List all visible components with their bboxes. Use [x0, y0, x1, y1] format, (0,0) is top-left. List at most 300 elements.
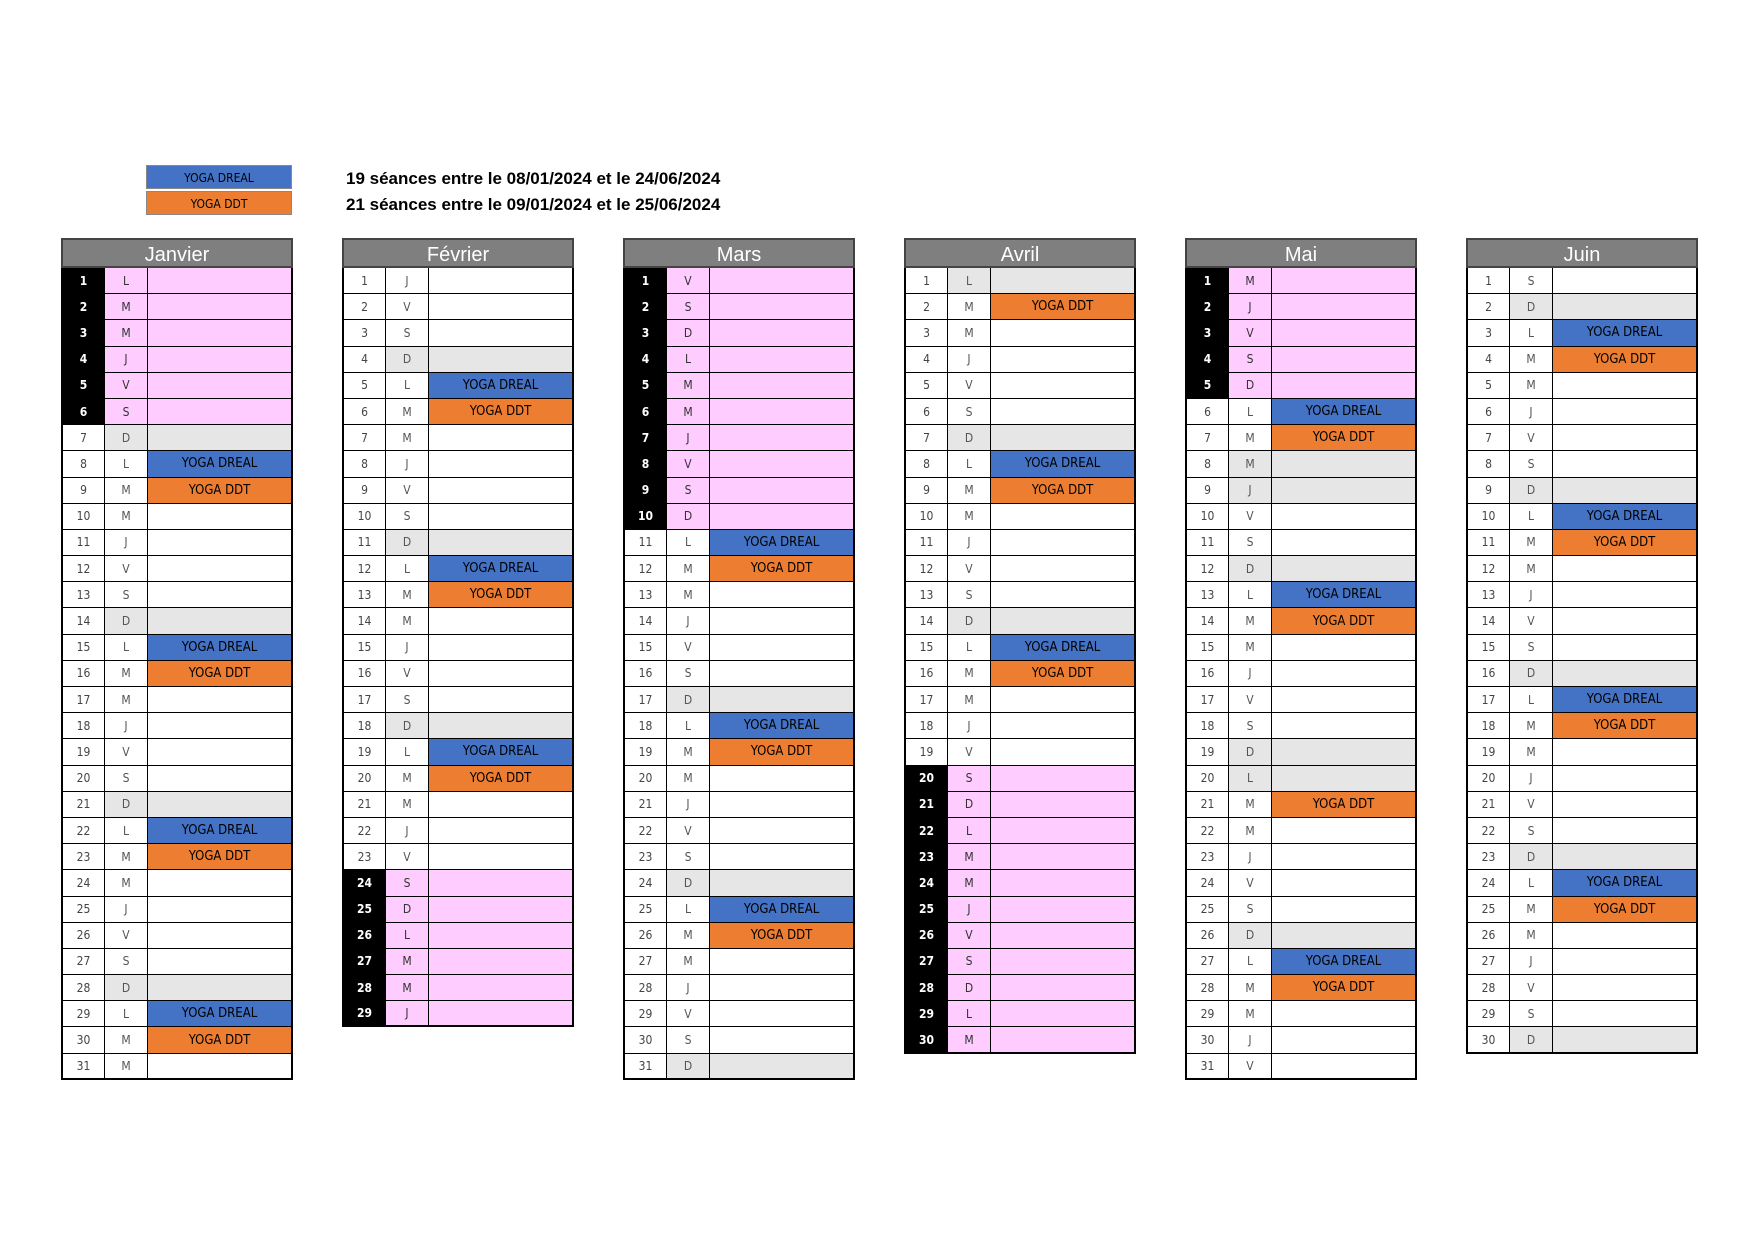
- day-number: 12: [623, 556, 666, 582]
- day-row: [342, 294, 574, 320]
- day-number: 10: [342, 504, 385, 530]
- day-event: [428, 923, 574, 949]
- month-4: [1185, 238, 1417, 1080]
- day-row: [342, 530, 574, 556]
- day-event: [990, 268, 1136, 294]
- day-row: [61, 582, 293, 608]
- day-number: 16: [623, 661, 666, 687]
- day-event: [147, 530, 293, 556]
- day-of-week: M: [1228, 792, 1271, 818]
- day-of-week: D: [666, 870, 709, 896]
- day-event: YOGA DDT: [709, 923, 855, 949]
- day-number: 21: [1185, 792, 1228, 818]
- day-number: 9: [623, 478, 666, 504]
- day-of-week: L: [1228, 582, 1271, 608]
- day-number: 18: [1185, 713, 1228, 739]
- day-row: [904, 1001, 1136, 1027]
- day-event: [147, 739, 293, 765]
- day-of-week: L: [104, 818, 147, 844]
- day-row: [61, 504, 293, 530]
- day-event: YOGA DDT: [428, 399, 574, 425]
- day-of-week: M: [947, 1027, 990, 1053]
- day-of-week: V: [947, 739, 990, 765]
- day-event: [990, 870, 1136, 896]
- day-event: YOGA DDT: [147, 661, 293, 687]
- day-number: 15: [1466, 635, 1509, 661]
- day-number: 25: [1185, 897, 1228, 923]
- day-row: [1466, 923, 1698, 949]
- day-event: [1552, 844, 1698, 870]
- day-number: 21: [1466, 792, 1509, 818]
- day-event: YOGA DREAL: [1552, 504, 1698, 530]
- day-row: [61, 870, 293, 896]
- day-row: [1185, 320, 1417, 346]
- day-of-week: S: [1509, 635, 1552, 661]
- day-number: 4: [1466, 347, 1509, 373]
- day-number: 28: [623, 975, 666, 1001]
- day-number: 17: [1185, 687, 1228, 713]
- day-number: 9: [1185, 478, 1228, 504]
- day-number: 17: [61, 687, 104, 713]
- day-number: 13: [342, 582, 385, 608]
- day-of-week: S: [947, 399, 990, 425]
- day-row: [1466, 504, 1698, 530]
- day-number: 23: [1185, 844, 1228, 870]
- day-number: 7: [623, 425, 666, 451]
- day-number: 28: [61, 975, 104, 1001]
- day-of-week: J: [385, 451, 428, 477]
- day-of-week: S: [1228, 530, 1271, 556]
- day-event: [428, 635, 574, 661]
- day-event: [1271, 923, 1417, 949]
- day-number: 17: [342, 687, 385, 713]
- day-of-week: D: [666, 1054, 709, 1080]
- day-number: 4: [623, 347, 666, 373]
- day-row: [342, 897, 574, 923]
- day-event: [1271, 713, 1417, 739]
- day-row: [904, 478, 1136, 504]
- day-event: [1271, 818, 1417, 844]
- day-row: [623, 320, 855, 346]
- day-number: 23: [904, 844, 947, 870]
- day-row: [1466, 661, 1698, 687]
- day-of-week: M: [385, 766, 428, 792]
- day-number: 9: [61, 478, 104, 504]
- day-row: [61, 766, 293, 792]
- day-of-week: L: [947, 635, 990, 661]
- day-number: 23: [61, 844, 104, 870]
- day-number: 8: [904, 451, 947, 477]
- day-row: [1185, 451, 1417, 477]
- day-event: [428, 478, 574, 504]
- day-event: [709, 425, 855, 451]
- day-event: [147, 294, 293, 320]
- day-row: [1466, 320, 1698, 346]
- day-of-week: L: [104, 635, 147, 661]
- day-row: [61, 792, 293, 818]
- day-of-week: M: [1228, 818, 1271, 844]
- day-event: YOGA DDT: [1552, 530, 1698, 556]
- day-row: [1185, 792, 1417, 818]
- day-of-week: V: [1228, 320, 1271, 346]
- day-row: [623, 347, 855, 373]
- day-number: 19: [61, 739, 104, 765]
- day-number: 6: [1185, 399, 1228, 425]
- day-row: [61, 294, 293, 320]
- day-of-week: V: [947, 373, 990, 399]
- day-row: [904, 792, 1136, 818]
- day-number: 8: [1466, 451, 1509, 477]
- day-of-week: V: [104, 923, 147, 949]
- day-event: [709, 792, 855, 818]
- day-event: YOGA DREAL: [1552, 320, 1698, 346]
- day-of-week: D: [385, 897, 428, 923]
- day-event: [428, 504, 574, 530]
- day-event: [709, 635, 855, 661]
- day-event: YOGA DREAL: [147, 818, 293, 844]
- day-of-week: D: [104, 975, 147, 1001]
- day-of-week: L: [947, 818, 990, 844]
- day-row: [904, 975, 1136, 1001]
- day-of-week: M: [104, 870, 147, 896]
- day-row: [1185, 949, 1417, 975]
- day-event: [1552, 766, 1698, 792]
- day-of-week: S: [666, 661, 709, 687]
- day-row: [1185, 975, 1417, 1001]
- day-number: 2: [61, 294, 104, 320]
- day-number: 20: [623, 766, 666, 792]
- day-event: YOGA DREAL: [990, 451, 1136, 477]
- day-of-week: S: [1509, 818, 1552, 844]
- legend-item-ddt: YOGA DDT: [146, 191, 292, 215]
- day-number: 27: [61, 949, 104, 975]
- day-of-week: V: [1228, 687, 1271, 713]
- day-event: [428, 897, 574, 923]
- day-event: YOGA DREAL: [709, 713, 855, 739]
- day-of-week: S: [1228, 713, 1271, 739]
- day-row: [904, 582, 1136, 608]
- day-of-week: M: [1228, 425, 1271, 451]
- day-number: 15: [904, 635, 947, 661]
- day-of-week: D: [666, 687, 709, 713]
- day-row: [342, 504, 574, 530]
- day-number: 5: [342, 373, 385, 399]
- day-number: 30: [1466, 1027, 1509, 1053]
- day-row: [904, 451, 1136, 477]
- day-row: [61, 661, 293, 687]
- day-event: YOGA DDT: [1552, 347, 1698, 373]
- day-of-week: J: [385, 635, 428, 661]
- day-number: 19: [1185, 739, 1228, 765]
- day-row: [623, 1001, 855, 1027]
- day-event: [428, 268, 574, 294]
- day-of-week: D: [1509, 478, 1552, 504]
- day-event: [1271, 347, 1417, 373]
- day-of-week: S: [1228, 897, 1271, 923]
- day-of-week: M: [104, 478, 147, 504]
- day-number: 14: [61, 608, 104, 634]
- day-number: 16: [904, 661, 947, 687]
- day-row: [1185, 1027, 1417, 1053]
- day-of-week: M: [385, 792, 428, 818]
- day-of-week: L: [1228, 949, 1271, 975]
- day-number: 20: [1185, 766, 1228, 792]
- day-number: 24: [342, 870, 385, 896]
- summary: [346, 166, 720, 218]
- day-of-week: D: [1509, 1027, 1552, 1053]
- day-row: [1466, 844, 1698, 870]
- day-of-week: M: [947, 687, 990, 713]
- day-row: [1185, 530, 1417, 556]
- day-of-week: L: [666, 897, 709, 923]
- day-row: [1466, 949, 1698, 975]
- day-number: 6: [1466, 399, 1509, 425]
- day-number: 5: [1466, 373, 1509, 399]
- day-row: [61, 897, 293, 923]
- day-number: 25: [61, 897, 104, 923]
- day-event: [990, 897, 1136, 923]
- day-number: 18: [342, 713, 385, 739]
- day-event: [709, 478, 855, 504]
- day-event: [428, 530, 574, 556]
- day-event: [147, 687, 293, 713]
- day-number: 10: [61, 504, 104, 530]
- day-event: [1552, 425, 1698, 451]
- summary-ddt: 21 séances entre le 09/01/2024 et le 25/06/2024: [346, 195, 721, 214]
- day-row: [342, 792, 574, 818]
- day-row: [1185, 739, 1417, 765]
- day-number: 23: [623, 844, 666, 870]
- day-row: [61, 373, 293, 399]
- day-of-week: M: [947, 844, 990, 870]
- day-row: [1185, 504, 1417, 530]
- day-number: 14: [1466, 608, 1509, 634]
- day-row: [61, 1054, 293, 1080]
- day-row: [1466, 635, 1698, 661]
- day-of-week: M: [1509, 897, 1552, 923]
- day-number: 16: [342, 661, 385, 687]
- day-event: [709, 844, 855, 870]
- day-event: [990, 687, 1136, 713]
- day-row: [904, 373, 1136, 399]
- day-of-week: M: [666, 739, 709, 765]
- day-row: [623, 608, 855, 634]
- day-event: [428, 818, 574, 844]
- day-row: [904, 425, 1136, 451]
- day-of-week: M: [1509, 530, 1552, 556]
- day-row: [1185, 608, 1417, 634]
- day-row: [904, 949, 1136, 975]
- day-row: [61, 451, 293, 477]
- day-number: 14: [623, 608, 666, 634]
- day-row: [1466, 530, 1698, 556]
- day-number: 2: [342, 294, 385, 320]
- month-header: Février: [342, 238, 574, 268]
- day-number: 5: [61, 373, 104, 399]
- day-of-week: D: [666, 320, 709, 346]
- day-of-week: M: [104, 294, 147, 320]
- day-of-week: S: [947, 766, 990, 792]
- day-event: YOGA DDT: [709, 739, 855, 765]
- month-0: [61, 238, 293, 1080]
- day-number: 10: [1466, 504, 1509, 530]
- day-event: [1271, 373, 1417, 399]
- day-row: [1185, 1054, 1417, 1080]
- day-of-week: V: [947, 923, 990, 949]
- day-of-week: L: [385, 556, 428, 582]
- day-number: 11: [1466, 530, 1509, 556]
- day-of-week: J: [947, 897, 990, 923]
- day-of-week: D: [1228, 739, 1271, 765]
- day-event: [428, 713, 574, 739]
- day-number: 10: [623, 504, 666, 530]
- day-event: [1271, 478, 1417, 504]
- day-of-week: M: [385, 399, 428, 425]
- day-row: [623, 1027, 855, 1053]
- day-number: 22: [904, 818, 947, 844]
- day-row: [1185, 635, 1417, 661]
- day-number: 7: [342, 425, 385, 451]
- day-number: 14: [1185, 608, 1228, 634]
- day-of-week: V: [666, 818, 709, 844]
- day-of-week: M: [666, 582, 709, 608]
- day-row: [1185, 347, 1417, 373]
- day-of-week: J: [666, 792, 709, 818]
- day-number: 4: [61, 347, 104, 373]
- day-row: [61, 739, 293, 765]
- day-event: [147, 1054, 293, 1080]
- day-number: 14: [904, 608, 947, 634]
- day-number: 30: [1185, 1027, 1228, 1053]
- day-event: [990, 347, 1136, 373]
- day-event: YOGA DREAL: [1552, 870, 1698, 896]
- day-row: [1466, 425, 1698, 451]
- day-row: [342, 844, 574, 870]
- day-row: [1185, 870, 1417, 896]
- day-of-week: D: [1228, 373, 1271, 399]
- month-3: [904, 238, 1136, 1054]
- day-row: [61, 713, 293, 739]
- day-of-week: V: [1509, 792, 1552, 818]
- day-of-week: M: [947, 661, 990, 687]
- day-row: [1185, 923, 1417, 949]
- day-event: [990, 373, 1136, 399]
- day-row: [904, 556, 1136, 582]
- day-number: 22: [1466, 818, 1509, 844]
- day-of-week: D: [947, 975, 990, 1001]
- day-event: [1271, 1027, 1417, 1053]
- day-row: [1466, 608, 1698, 634]
- day-number: 11: [61, 530, 104, 556]
- day-number: 20: [904, 766, 947, 792]
- day-row: [1185, 661, 1417, 687]
- day-event: [709, 949, 855, 975]
- day-row: [1185, 844, 1417, 870]
- day-event: [428, 1001, 574, 1027]
- day-of-week: V: [1509, 425, 1552, 451]
- day-row: [623, 294, 855, 320]
- day-number: 12: [61, 556, 104, 582]
- day-number: 28: [904, 975, 947, 1001]
- day-of-week: L: [104, 1001, 147, 1027]
- day-of-week: D: [385, 713, 428, 739]
- day-event: [709, 451, 855, 477]
- day-number: 13: [61, 582, 104, 608]
- day-event: YOGA DDT: [990, 478, 1136, 504]
- day-of-week: J: [104, 347, 147, 373]
- day-of-week: L: [1509, 687, 1552, 713]
- day-of-week: M: [947, 294, 990, 320]
- day-of-week: D: [104, 608, 147, 634]
- day-of-week: J: [1228, 661, 1271, 687]
- day-row: [342, 425, 574, 451]
- day-event: [990, 530, 1136, 556]
- day-event: [147, 399, 293, 425]
- day-row: [904, 897, 1136, 923]
- day-row: [342, 347, 574, 373]
- day-row: [1185, 766, 1417, 792]
- day-number: 27: [1466, 949, 1509, 975]
- day-row: [342, 582, 574, 608]
- day-of-week: S: [666, 844, 709, 870]
- day-row: [904, 713, 1136, 739]
- day-row: [904, 818, 1136, 844]
- day-event: [990, 320, 1136, 346]
- day-of-week: L: [385, 373, 428, 399]
- day-event: [428, 844, 574, 870]
- day-number: 13: [623, 582, 666, 608]
- day-row: [61, 268, 293, 294]
- day-number: 5: [623, 373, 666, 399]
- day-event: [1271, 739, 1417, 765]
- day-number: 18: [904, 713, 947, 739]
- day-of-week: L: [104, 451, 147, 477]
- day-of-week: M: [1509, 347, 1552, 373]
- day-row: [623, 949, 855, 975]
- day-number: 19: [623, 739, 666, 765]
- day-row: [1466, 268, 1698, 294]
- day-number: 1: [342, 268, 385, 294]
- day-event: [147, 792, 293, 818]
- day-event: [1271, 844, 1417, 870]
- day-event: [1552, 1027, 1698, 1053]
- day-of-week: S: [947, 949, 990, 975]
- day-row: [1466, 766, 1698, 792]
- legend-item-dreal: YOGA DREAL: [146, 165, 292, 189]
- day-number: 20: [342, 766, 385, 792]
- day-of-week: V: [947, 556, 990, 582]
- day-row: [623, 844, 855, 870]
- day-of-week: L: [1228, 399, 1271, 425]
- day-number: 29: [904, 1001, 947, 1027]
- day-event: [147, 347, 293, 373]
- day-event: [1552, 792, 1698, 818]
- day-event: [990, 975, 1136, 1001]
- day-of-week: J: [104, 530, 147, 556]
- day-row: [623, 425, 855, 451]
- day-event: [709, 1027, 855, 1053]
- day-row: [61, 1027, 293, 1053]
- day-number: 25: [904, 897, 947, 923]
- month-header: Mai: [1185, 238, 1417, 268]
- day-row: [342, 870, 574, 896]
- day-number: 4: [342, 347, 385, 373]
- day-row: [342, 766, 574, 792]
- day-of-week: M: [104, 504, 147, 530]
- day-event: [147, 582, 293, 608]
- day-row: [904, 608, 1136, 634]
- day-number: 5: [904, 373, 947, 399]
